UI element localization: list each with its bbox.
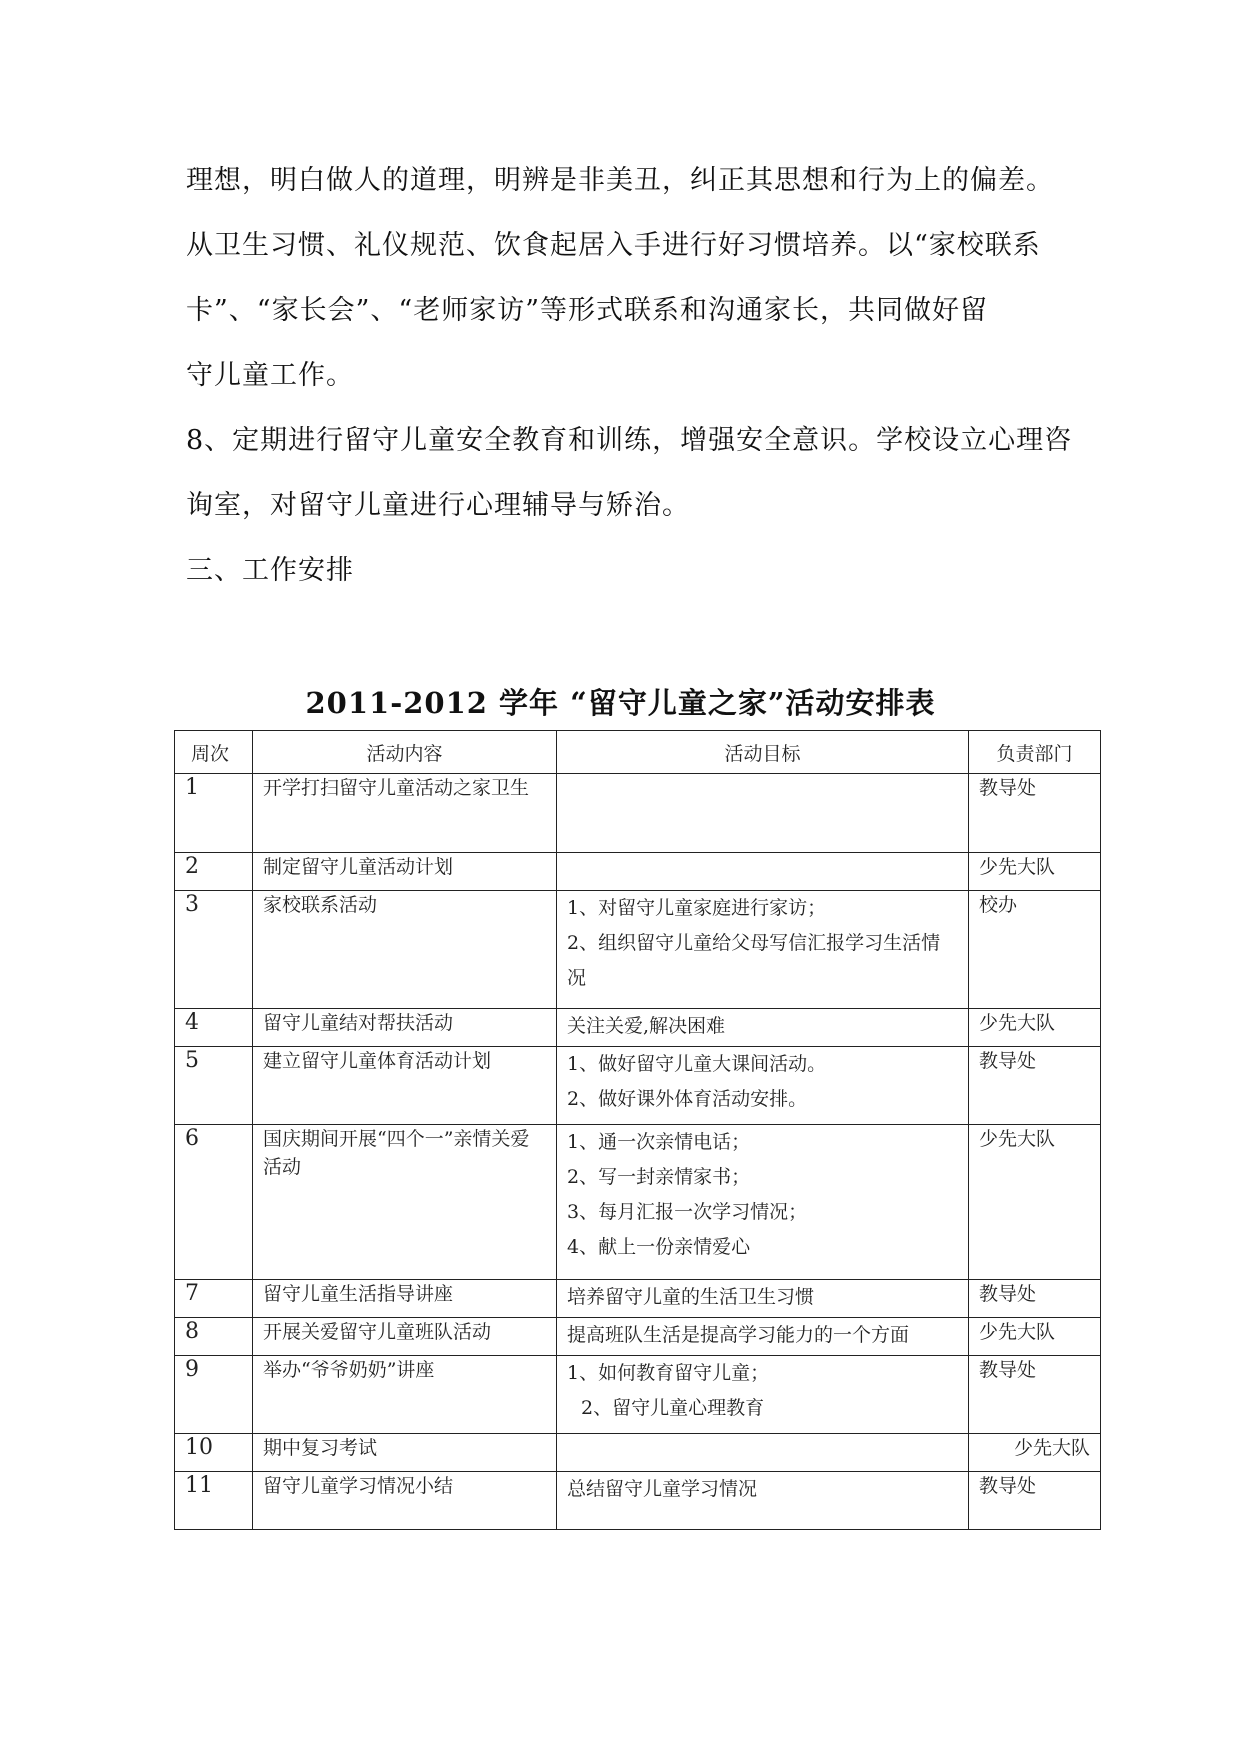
cell-dept: 教导处 <box>969 1047 1101 1125</box>
paragraph-line: 从卫生习惯、礼仪规范、饮食起居入手进行好习惯培养。以“家校联系 <box>186 230 1041 261</box>
cell-goals <box>557 1280 969 1318</box>
cell-content: 国庆期间开展“四个一”亲情关爱活动 <box>253 1125 557 1280</box>
goal-line: 1、对留守儿童家庭进行家访； <box>567 897 827 919</box>
header-content: 活动内容 <box>253 731 557 774</box>
table-row <box>175 1472 1101 1530</box>
cell-week: 6 <box>175 1125 253 1280</box>
cell-dept: 少先大队 <box>969 1434 1101 1472</box>
cell-content: 开展关爱留守儿童班队活动 <box>253 1318 557 1356</box>
goal-line: 关注关爱,解决困难 <box>567 1015 726 1037</box>
cell-week: 4 <box>175 1009 253 1047</box>
table-row <box>175 1125 1101 1280</box>
goal-line: 2、写一封亲情家书； <box>567 1166 751 1188</box>
cell-content: 制定留守儿童活动计划 <box>253 853 557 891</box>
goal-line: 总结留守儿童学习情况 <box>567 1478 758 1500</box>
cell-dept: 少先大队 <box>969 853 1101 891</box>
cell-dept: 教导处 <box>969 1280 1101 1318</box>
paragraph-line: 理想，明白做人的道理，明辨是非美丑，纠正其思想和行为上的偏差。 <box>186 165 1054 196</box>
goal-line: 1、通一次亲情电话； <box>567 1131 751 1153</box>
cell-goals <box>557 891 969 1009</box>
cell-goals <box>557 1047 969 1125</box>
goal-line: 1、做好留守儿童大课间活动。 <box>567 1053 827 1075</box>
table-row <box>175 774 1101 853</box>
paragraph-line: 8、定期进行留守儿童安全教育和训练，增强安全意识。学校设立心理咨 <box>186 425 1073 456</box>
cell-goals <box>557 1434 969 1472</box>
goal-line: 3、每月汇报一次学习情况； <box>567 1201 808 1223</box>
cell-week: 8 <box>175 1318 253 1356</box>
goal-line: 培养留守儿童的生活卫生习惯 <box>567 1286 815 1308</box>
cell-week: 3 <box>175 891 253 1009</box>
table-body <box>175 774 1101 1530</box>
section-heading: 三、工作安排 <box>186 555 354 586</box>
cell-week: 2 <box>175 853 253 891</box>
paragraph-line: 守儿童工作。 <box>186 360 354 391</box>
cell-goals <box>557 1009 969 1047</box>
cell-content: 家校联系活动 <box>253 891 557 1009</box>
cell-week: 10 <box>175 1434 253 1472</box>
cell-dept: 教导处 <box>969 774 1101 853</box>
cell-goals <box>557 853 969 891</box>
cell-dept: 教导处 <box>969 1472 1101 1530</box>
paragraph-line: 询室，对留守儿童进行心理辅导与矫治。 <box>186 490 690 521</box>
goal-line: 4、献上一份亲情爱心 <box>567 1236 751 1258</box>
cell-week: 5 <box>175 1047 253 1125</box>
cell-content: 留守儿童学习情况小结 <box>253 1472 557 1530</box>
cell-content: 举办“爷爷奶奶”讲座 <box>253 1356 557 1434</box>
header-week: 周次 <box>175 731 253 774</box>
table-row <box>175 1318 1101 1356</box>
cell-week: 1 <box>175 774 253 853</box>
cell-content: 留守儿童结对帮扶活动 <box>253 1009 557 1047</box>
cell-dept: 少先大队 <box>969 1125 1101 1280</box>
cell-goals <box>557 1356 969 1434</box>
table-row <box>175 1009 1101 1047</box>
goal-line: 2、做好课外体育活动安排。 <box>567 1088 808 1110</box>
table-row <box>175 853 1101 891</box>
table-row <box>175 1280 1101 1318</box>
cell-goals <box>557 1472 969 1530</box>
cell-dept: 校办 <box>969 891 1101 1009</box>
goal-line: 2、留守儿童心理教育 <box>581 1397 765 1419</box>
cell-week: 7 <box>175 1280 253 1318</box>
table-row <box>175 1434 1101 1472</box>
goal-line: 1、如何教育留守儿童； <box>567 1362 770 1384</box>
paragraph-line: 卡”、“家长会”、“老师家访”等形式联系和沟通家长，共同做好留 <box>186 295 989 326</box>
cell-content: 期中复习考试 <box>253 1434 557 1472</box>
cell-dept: 少先大队 <box>969 1318 1101 1356</box>
table-row <box>175 1047 1101 1125</box>
activity-schedule-table <box>174 730 1101 1530</box>
table-title: 2011-2012 学年 “留守儿童之家”活动安排表 <box>305 686 936 720</box>
goal-line: 提高班队生活是提高学习能力的一个方面 <box>567 1324 910 1346</box>
goal-line: 2、组织留守儿童给父母写信汇报学习生活情况 <box>567 932 941 989</box>
cell-content: 留守儿童生活指导讲座 <box>253 1280 557 1318</box>
cell-goals <box>557 1318 969 1356</box>
cell-week: 11 <box>175 1472 253 1530</box>
header-goals: 活动目标 <box>557 731 969 774</box>
table-row <box>175 1356 1101 1434</box>
cell-goals <box>557 1125 969 1280</box>
cell-content: 建立留守儿童体育活动计划 <box>253 1047 557 1125</box>
cell-dept: 少先大队 <box>969 1009 1101 1047</box>
cell-goals <box>557 774 969 853</box>
cell-dept: 教导处 <box>969 1356 1101 1434</box>
table-row <box>175 891 1101 1009</box>
cell-week: 9 <box>175 1356 253 1434</box>
cell-content: 开学打扫留守儿童活动之家卫生 <box>253 774 557 853</box>
table-header-row <box>175 731 1101 774</box>
header-dept: 负责部门 <box>969 731 1101 774</box>
